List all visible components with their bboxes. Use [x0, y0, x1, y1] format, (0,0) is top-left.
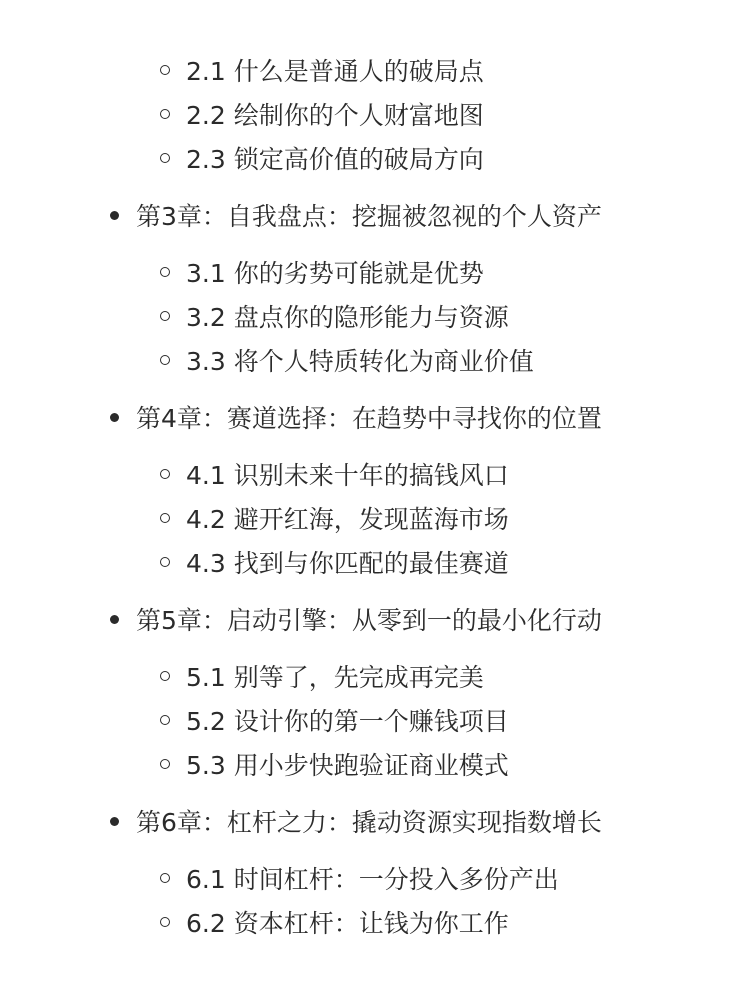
hollow-bullet-icon	[160, 65, 170, 75]
toc-chapter-4[interactable]	[110, 398, 602, 438]
toc-section-3-2[interactable]	[160, 297, 509, 337]
hollow-bullet-icon	[160, 759, 170, 769]
hollow-bullet-icon	[160, 355, 170, 365]
toc-section-3-3[interactable]	[160, 341, 534, 381]
toc-section-label: 5.3 用小步快跑验证商业模式	[186, 751, 509, 780]
hollow-bullet-icon	[160, 153, 170, 163]
hollow-bullet-icon	[160, 267, 170, 277]
hollow-bullet-icon	[160, 109, 170, 119]
toc-section-5-3[interactable]	[160, 745, 509, 785]
hollow-bullet-icon	[160, 917, 170, 927]
toc-section-label: 4.3 找到与你匹配的最佳赛道	[186, 549, 509, 578]
hollow-bullet-icon	[160, 557, 170, 567]
toc-chapter-title: 第4章：赛道选择：在趋势中寻找你的位置	[136, 404, 602, 433]
toc-chapter-5[interactable]	[110, 600, 602, 640]
toc-section-4-3[interactable]	[160, 543, 509, 583]
hollow-bullet-icon	[160, 715, 170, 725]
toc-chapter-title: 第6章：杠杆之力：撬动资源实现指数增长	[136, 808, 602, 837]
bullet-icon	[110, 211, 119, 220]
hollow-bullet-icon	[160, 873, 170, 883]
toc-section-4-1[interactable]	[160, 455, 509, 495]
toc-section-label: 2.3 锁定高价值的破局方向	[186, 145, 484, 174]
toc-section-label: 2.2 绘制你的个人财富地图	[186, 101, 484, 130]
toc-chapter-title: 第5章：启动引擎：从零到一的最小化行动	[136, 606, 602, 635]
toc-chapter-title: 第3章：自我盘点：挖掘被忽视的个人资产	[136, 202, 602, 231]
toc-section-5-1[interactable]	[160, 657, 484, 697]
toc-section-label: 5.2 设计你的第一个赚钱项目	[186, 707, 509, 736]
bullet-icon	[110, 817, 119, 826]
toc-section-label: 6.1 时间杠杆：一分投入多份产出	[186, 865, 559, 894]
toc-section-label: 6.2 资本杠杆：让钱为你工作	[186, 909, 509, 938]
toc-section-label: 5.1 别等了，先完成再完美	[186, 663, 484, 692]
hollow-bullet-icon	[160, 671, 170, 681]
toc-section-label: 3.2 盘点你的隐形能力与资源	[186, 303, 509, 332]
toc-section-5-2[interactable]	[160, 701, 509, 741]
hollow-bullet-icon	[160, 469, 170, 479]
toc-section-6-2[interactable]	[160, 903, 509, 943]
toc-section-6-1[interactable]	[160, 859, 559, 899]
bullet-icon	[110, 413, 119, 422]
toc-chapter-3[interactable]	[110, 196, 602, 236]
toc-section-2-1[interactable]	[160, 51, 484, 91]
toc-section-2-2[interactable]	[160, 95, 484, 135]
toc-section-label: 3.1 你的劣势可能就是优势	[186, 259, 484, 288]
toc-section-2-3[interactable]	[160, 139, 484, 179]
toc-section-3-1[interactable]	[160, 253, 484, 293]
hollow-bullet-icon	[160, 311, 170, 321]
bullet-icon	[110, 615, 119, 624]
toc-section-label: 4.1 识别未来十年的搞钱风口	[186, 461, 509, 490]
hollow-bullet-icon	[160, 513, 170, 523]
toc-section-label: 2.1 什么是普通人的破局点	[186, 57, 484, 86]
toc-chapter-6[interactable]	[110, 802, 602, 842]
toc-section-label: 4.2 避开红海，发现蓝海市场	[186, 505, 509, 534]
toc-section-4-2[interactable]	[160, 499, 509, 539]
toc-section-label: 3.3 将个人特质转化为商业价值	[186, 347, 534, 376]
